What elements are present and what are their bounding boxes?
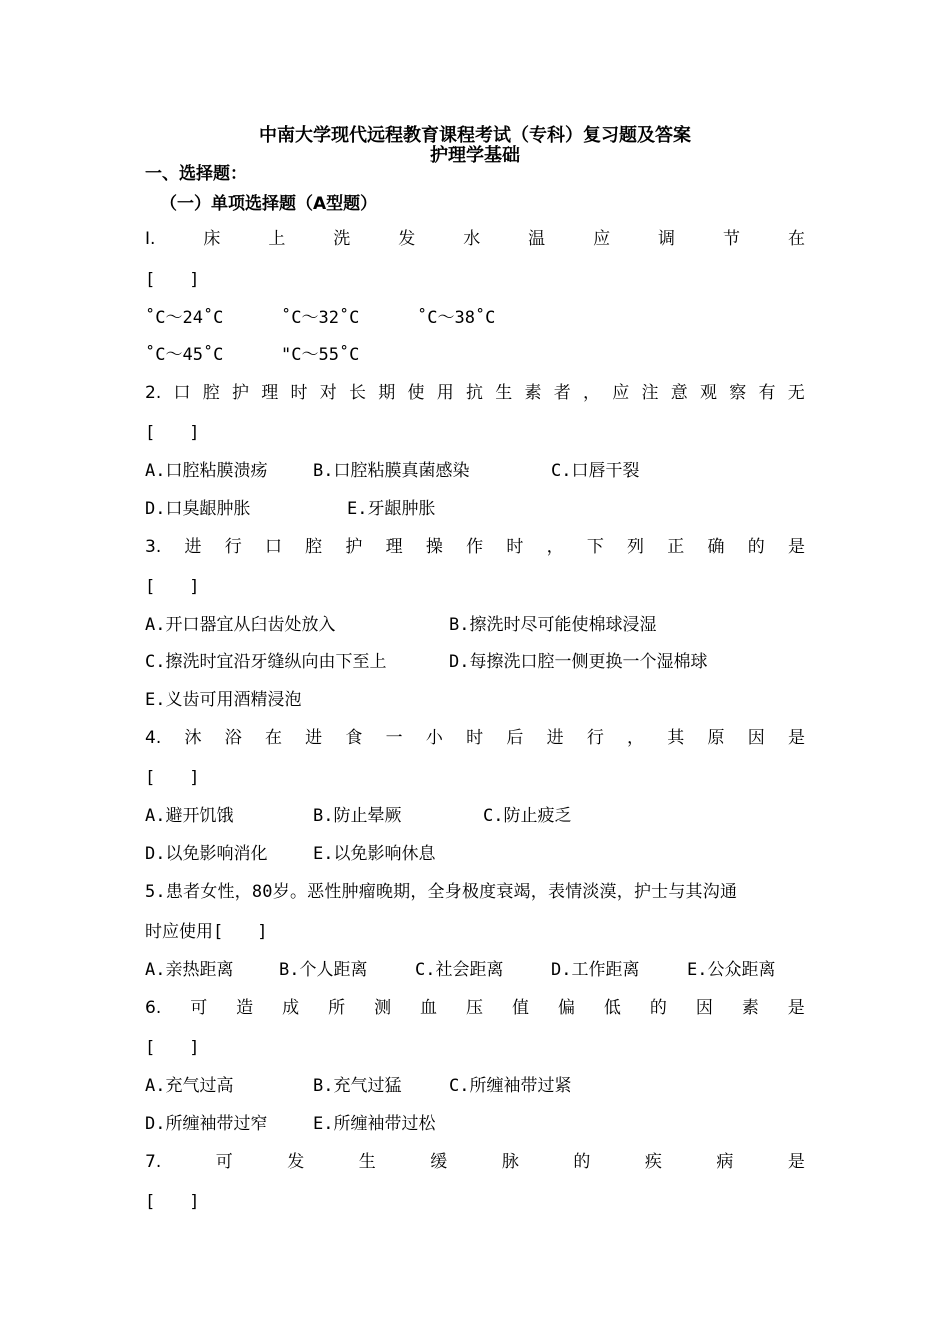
stem-char: 确 xyxy=(707,537,725,557)
stem-char: 因 xyxy=(695,998,713,1018)
stem-char: 应 xyxy=(612,383,630,403)
stem-char: 是 xyxy=(787,998,805,1018)
stem-char: 用 xyxy=(436,383,454,403)
q3-option-b: B.擦洗时尽可能使棉球浸湿 xyxy=(449,615,657,635)
q6-option-d: D.所缠袖带过窄 xyxy=(145,1114,268,1134)
stem-char: 使 xyxy=(407,383,425,403)
q1-option-b: ˚C～32˚C xyxy=(281,308,360,328)
stem-char: 病 xyxy=(716,1152,734,1172)
q2-option-d: D.口臭龈肿胀 xyxy=(145,499,251,519)
stem-char: 素 xyxy=(524,383,542,403)
stem-char: 者 xyxy=(553,383,571,403)
stem-char: 测 xyxy=(374,998,392,1018)
stem-char: ， xyxy=(582,383,600,403)
stem-char: 床 xyxy=(203,229,221,249)
stem-char: 的 xyxy=(573,1152,591,1172)
stem-char: 缓 xyxy=(430,1152,448,1172)
stem-char: ， xyxy=(546,537,564,557)
stem-char: 观 xyxy=(699,383,717,403)
stem-char: 2. xyxy=(145,383,162,403)
q3-option-d: D.每擦洗口腔一侧更换一个湿棉球 xyxy=(449,652,708,672)
q1-option-a: ˚C～24˚C xyxy=(145,308,224,328)
stem-char: 进 xyxy=(546,728,564,748)
q5-option-c: C.社会距离 xyxy=(415,960,504,980)
stem-char: 节 xyxy=(723,229,740,249)
stem-char: 一 xyxy=(385,728,403,748)
stem-char: 长 xyxy=(348,383,366,403)
stem-char: 可 xyxy=(190,998,208,1018)
stem-char: 因 xyxy=(747,728,765,748)
stem-char: 口 xyxy=(264,537,282,557)
stem-char: 时 xyxy=(290,383,308,403)
section-heading: 一、选择题： xyxy=(145,164,247,184)
question-1-stem xyxy=(145,228,805,250)
subsection-heading: （一）单项选择题（A型题） xyxy=(160,194,378,214)
stem-char: I. xyxy=(145,229,156,249)
stem-char: 是 xyxy=(787,728,805,748)
q5-option-d: D.工作距离 xyxy=(551,960,640,980)
stem-char: 在 xyxy=(787,229,805,249)
q4-option-d: D.以免影响消化 xyxy=(145,844,268,864)
stem-char: 低 xyxy=(603,998,621,1018)
stem-char: 应 xyxy=(593,229,611,249)
q5-option-e: E.公众距离 xyxy=(687,960,776,980)
stem-char: 对 xyxy=(319,383,337,403)
stem-char: 作 xyxy=(466,537,484,557)
stem-char: 疾 xyxy=(644,1152,662,1172)
stem-char: 4. xyxy=(145,728,162,748)
q5-option-a: A.亲热距离 xyxy=(145,960,234,980)
q3-option-e: E.义齿可用酒精浸泡 xyxy=(145,690,302,710)
question-6-stem xyxy=(145,997,805,1019)
stem-char: 是 xyxy=(787,537,805,557)
q4-option-a: A.避开饥饿 xyxy=(145,806,234,826)
stem-char: 意 xyxy=(670,383,688,403)
stem-char: 后 xyxy=(506,728,524,748)
stem-char: ， xyxy=(627,728,645,748)
stem-char: 所 xyxy=(328,998,346,1018)
stem-char: 列 xyxy=(627,537,645,557)
stem-char: 可 xyxy=(215,1152,233,1172)
stem-char: 调 xyxy=(658,229,676,249)
stem-char: 食 xyxy=(345,728,363,748)
q3-option-a: A.开口器宜从臼齿处放入 xyxy=(145,615,336,635)
stem-char: 水 xyxy=(463,229,481,249)
stem-char: 下 xyxy=(586,537,604,557)
q2-option-e: E.牙龈肿胀 xyxy=(347,499,436,519)
stem-char: 时 xyxy=(506,537,524,557)
stem-char: 时 xyxy=(466,728,484,748)
q4-option-b: B.防止晕厥 xyxy=(313,806,402,826)
course-title: 护理学基础 xyxy=(430,145,520,166)
stem-char: 理 xyxy=(261,383,279,403)
stem-char: 正 xyxy=(667,537,685,557)
stem-char: 无 xyxy=(787,383,805,403)
q2-option-b: B.口腔粘膜真菌感染 xyxy=(313,461,470,481)
stem-char: 生 xyxy=(495,383,513,403)
question-4-answer-bracket: [ ] xyxy=(145,768,200,788)
question-5-stem-cont: 时应使用[ ] xyxy=(145,922,268,942)
question-3-stem xyxy=(145,536,805,558)
stem-char: 3. xyxy=(145,537,162,557)
stem-char: 进 xyxy=(305,728,323,748)
stem-char: 血 xyxy=(420,998,438,1018)
stem-char: 抗 xyxy=(465,383,483,403)
stem-char: 沐 xyxy=(184,728,202,748)
stem-char: 的 xyxy=(747,537,765,557)
stem-char: 生 xyxy=(358,1152,376,1172)
stem-char: 腔 xyxy=(202,383,220,403)
stem-char: 是 xyxy=(787,1152,805,1172)
stem-char: 注 xyxy=(641,383,659,403)
stem-char: 进 xyxy=(184,537,202,557)
q4-option-c: C.防止疲乏 xyxy=(483,806,572,826)
stem-char: 护 xyxy=(345,537,363,557)
stem-char: 7. xyxy=(145,1152,162,1172)
stem-char: 行 xyxy=(586,728,604,748)
question-3-answer-bracket: [ ] xyxy=(145,577,200,597)
q1-option-c: ˚C～38˚C xyxy=(417,308,496,328)
stem-char: 察 xyxy=(729,383,747,403)
stem-char: 有 xyxy=(758,383,776,403)
stem-char: 脉 xyxy=(501,1152,519,1172)
question-5-stem: 5.患者女性，80岁。恶性肿瘤晚期，全身极度衰竭，表情淡漠，护士与其沟通 xyxy=(145,882,738,902)
q1-option-d: ˚C～45˚C xyxy=(145,345,224,365)
stem-char: 浴 xyxy=(224,728,242,748)
q3-option-c: C.擦洗时宜沿牙缝纵向由下至上 xyxy=(145,652,387,672)
stem-char: 理 xyxy=(385,537,403,557)
stem-char: 小 xyxy=(425,728,443,748)
stem-char: 期 xyxy=(378,383,396,403)
stem-char: 其 xyxy=(667,728,685,748)
q2-option-c: C.口唇干裂 xyxy=(551,461,640,481)
question-4-stem xyxy=(145,727,805,749)
stem-char: 原 xyxy=(707,728,725,748)
stem-char: 值 xyxy=(511,998,529,1018)
question-6-answer-bracket: [ ] xyxy=(145,1038,200,1058)
stem-char: 口 xyxy=(173,383,191,403)
stem-char: 发 xyxy=(398,229,416,249)
stem-char: 造 xyxy=(236,998,254,1018)
question-7-answer-bracket: [ ] xyxy=(145,1192,200,1212)
q6-option-a: A.充气过高 xyxy=(145,1076,234,1096)
question-2-stem xyxy=(145,382,805,404)
stem-char: 发 xyxy=(287,1152,305,1172)
document-title: 中南大学现代远程教育课程考试（专科）复习题及答案 xyxy=(259,125,691,146)
q6-option-e: E.所缠袖带过松 xyxy=(313,1114,436,1134)
stem-char: 偏 xyxy=(557,998,575,1018)
stem-char: 操 xyxy=(425,537,443,557)
question-7-stem xyxy=(145,1151,805,1173)
stem-char: 上 xyxy=(268,229,286,249)
stem-char: 成 xyxy=(282,998,300,1018)
stem-char: 6. xyxy=(145,998,162,1018)
q5-option-b: B.个人距离 xyxy=(279,960,368,980)
stem-char: 洗 xyxy=(333,229,351,249)
question-1-answer-bracket: [ ] xyxy=(145,270,200,290)
question-2-answer-bracket: [ ] xyxy=(145,423,200,443)
stem-char: 在 xyxy=(264,728,282,748)
stem-char: 素 xyxy=(741,998,759,1018)
stem-char: 的 xyxy=(649,998,667,1018)
q4-option-e: E.以免影响休息 xyxy=(313,844,436,864)
stem-char: 压 xyxy=(466,998,484,1018)
q1-option-e: "C～55˚C xyxy=(281,345,360,365)
q2-option-a: A.口腔粘膜溃疡 xyxy=(145,461,268,481)
stem-char: 腔 xyxy=(305,537,323,557)
stem-char: 温 xyxy=(528,229,546,249)
stem-char: 护 xyxy=(231,383,249,403)
q6-option-b: B.充气过猛 xyxy=(313,1076,402,1096)
stem-char: 行 xyxy=(224,537,242,557)
q6-option-c: C.所缠袖带过紧 xyxy=(449,1076,572,1096)
